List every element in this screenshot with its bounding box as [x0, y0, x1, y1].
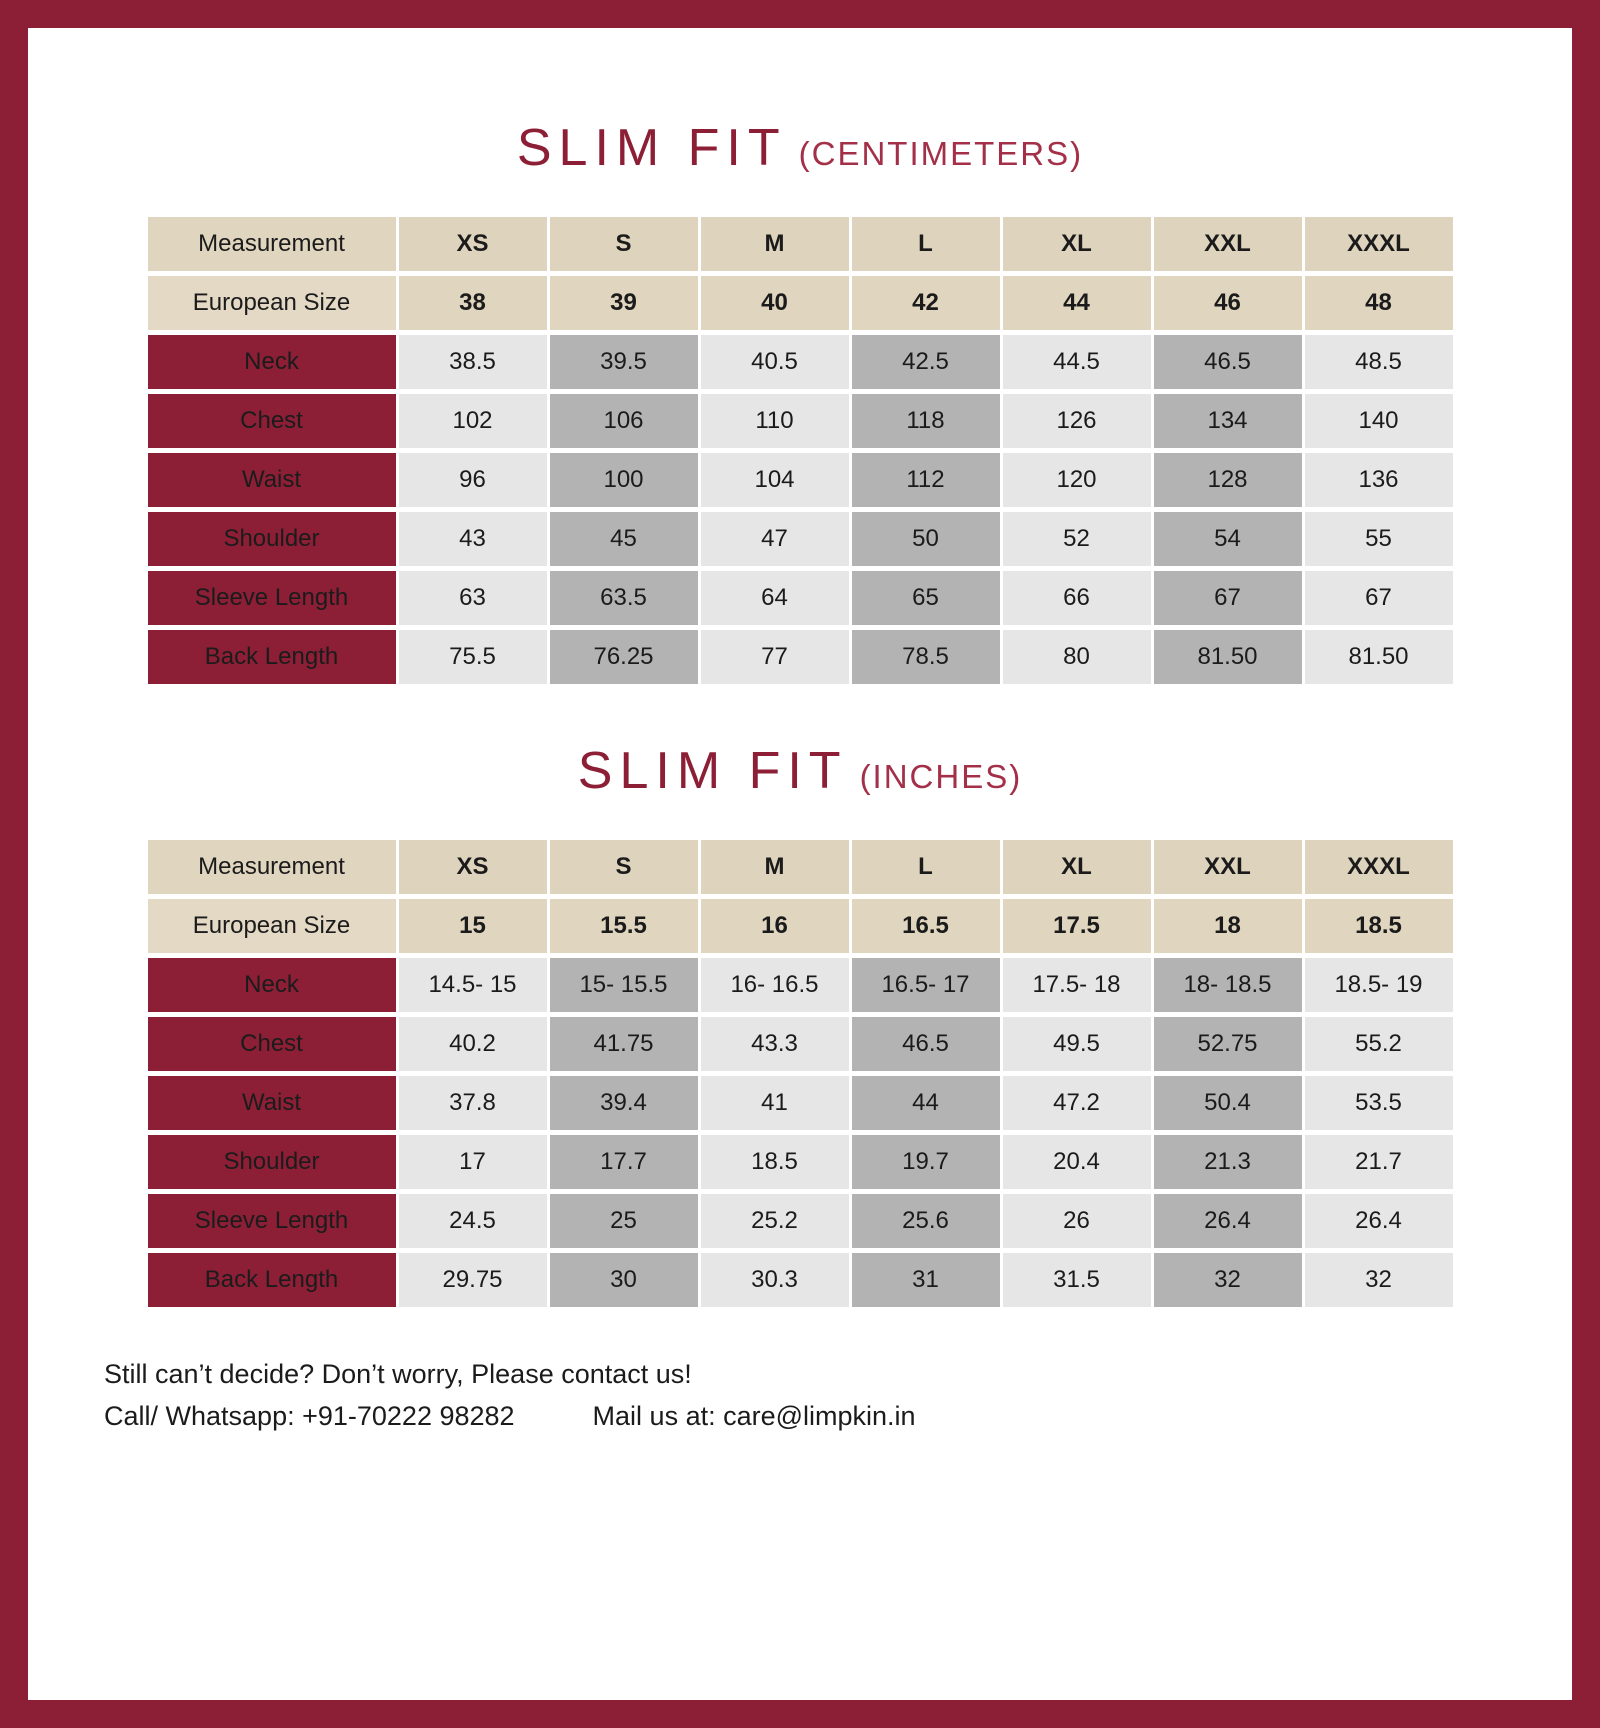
cell-neck-l: 16.5- 17: [852, 958, 1000, 1012]
cell-sleeve-l: 65: [852, 571, 1000, 625]
cell-neck-xxl: 18- 18.5: [1154, 958, 1302, 1012]
cell-back-xxxl: 81.50: [1305, 630, 1453, 684]
cell-sleeve-m: 64: [701, 571, 849, 625]
header-size-xxl: XXL: [1154, 840, 1302, 894]
cm-size-table: [145, 212, 1456, 689]
cell-shoulder-s: 17.7: [550, 1135, 698, 1189]
table-row: [148, 958, 1453, 1012]
cell-sleeve-xxxl: 26.4: [1305, 1194, 1453, 1248]
cell-back-xl: 80: [1003, 630, 1151, 684]
cell-shoulder-xs: 17: [399, 1135, 547, 1189]
cell-waist-xl: 47.2: [1003, 1076, 1151, 1130]
cell-european-xl: 17.5: [1003, 899, 1151, 953]
row-label-waist: Waist: [148, 453, 396, 507]
cell-shoulder-xxxl: 55: [1305, 512, 1453, 566]
cell-sleeve-s: 63.5: [550, 571, 698, 625]
cell-european-xxl: 18: [1154, 899, 1302, 953]
table-row: [148, 630, 1453, 684]
cell-waist-m: 104: [701, 453, 849, 507]
contact-footer: [96, 1354, 1512, 1438]
inches-size-table: [145, 835, 1456, 1312]
cm-title-unit: (CENTIMETERS): [798, 135, 1084, 172]
cell-european-xs: 38: [399, 276, 547, 330]
header-size-m: M: [701, 840, 849, 894]
cell-chest-l: 46.5: [852, 1017, 1000, 1071]
row-label-european-size: European Size: [148, 276, 396, 330]
header-size-xs: XS: [399, 840, 547, 894]
cm-title-text: SLIM FIT: [516, 119, 787, 177]
cm-section-title: [88, 118, 1512, 178]
cell-chest-xs: 102: [399, 394, 547, 448]
cell-back-m: 77: [701, 630, 849, 684]
cell-waist-s: 39.4: [550, 1076, 698, 1130]
cell-back-xl: 31.5: [1003, 1253, 1151, 1307]
footer-email[interactable]: Mail us at: care@limpkin.in: [592, 1400, 916, 1431]
header-size-l: L: [852, 217, 1000, 271]
table-row: [148, 1253, 1453, 1307]
table-row: [148, 276, 1453, 330]
cell-neck-s: 39.5: [550, 335, 698, 389]
cell-european-l: 42: [852, 276, 1000, 330]
cell-european-l: 16.5: [852, 899, 1000, 953]
row-label-back-length: Back Length: [148, 1253, 396, 1307]
inches-section-title: [88, 741, 1512, 801]
cell-shoulder-m: 18.5: [701, 1135, 849, 1189]
header-measurement-label: Measurement: [148, 217, 396, 271]
cell-chest-m: 43.3: [701, 1017, 849, 1071]
cell-neck-xl: 17.5- 18: [1003, 958, 1151, 1012]
footer-help-text: Still can’t decide? Don’t worry, Please contact us!: [104, 1359, 692, 1389]
cell-chest-m: 110: [701, 394, 849, 448]
cell-neck-m: 16- 16.5: [701, 958, 849, 1012]
cell-chest-xxxl: 55.2: [1305, 1017, 1453, 1071]
cell-shoulder-xxxl: 21.7: [1305, 1135, 1453, 1189]
cell-sleeve-xl: 26: [1003, 1194, 1151, 1248]
cell-shoulder-xl: 52: [1003, 512, 1151, 566]
row-label-chest: Chest: [148, 1017, 396, 1071]
cell-waist-xs: 96: [399, 453, 547, 507]
cell-shoulder-s: 45: [550, 512, 698, 566]
table-row: [148, 394, 1453, 448]
cell-chest-xl: 126: [1003, 394, 1151, 448]
cell-back-l: 78.5: [852, 630, 1000, 684]
cell-neck-m: 40.5: [701, 335, 849, 389]
table-row: [148, 1076, 1453, 1130]
cell-chest-xxl: 52.75: [1154, 1017, 1302, 1071]
cell-chest-xl: 49.5: [1003, 1017, 1151, 1071]
cell-european-s: 15.5: [550, 899, 698, 953]
header-size-xl: XL: [1003, 217, 1151, 271]
row-label-shoulder: Shoulder: [148, 512, 396, 566]
cell-shoulder-xl: 20.4: [1003, 1135, 1151, 1189]
cell-chest-xxxl: 140: [1305, 394, 1453, 448]
cell-shoulder-l: 50: [852, 512, 1000, 566]
cell-waist-xxxl: 53.5: [1305, 1076, 1453, 1130]
cell-european-xxl: 46: [1154, 276, 1302, 330]
cell-waist-m: 41: [701, 1076, 849, 1130]
footer-phone[interactable]: Call/ Whatsapp: +91-70222 98282: [104, 1400, 515, 1431]
row-label-neck: Neck: [148, 958, 396, 1012]
cell-shoulder-xxl: 54: [1154, 512, 1302, 566]
cell-shoulder-xs: 43: [399, 512, 547, 566]
cell-sleeve-s: 25: [550, 1194, 698, 1248]
cell-waist-l: 112: [852, 453, 1000, 507]
header-size-xl: XL: [1003, 840, 1151, 894]
cell-waist-xs: 37.8: [399, 1076, 547, 1130]
cell-chest-xxl: 134: [1154, 394, 1302, 448]
cell-sleeve-xxl: 67: [1154, 571, 1302, 625]
cell-european-m: 16: [701, 899, 849, 953]
size-chart-page: [28, 28, 1572, 1700]
cell-neck-s: 15- 15.5: [550, 958, 698, 1012]
row-label-waist: Waist: [148, 1076, 396, 1130]
row-label-chest: Chest: [148, 394, 396, 448]
header-size-s: S: [550, 217, 698, 271]
cell-back-xs: 29.75: [399, 1253, 547, 1307]
table-header-row: [148, 217, 1453, 271]
cell-chest-s: 106: [550, 394, 698, 448]
table-row: [148, 1194, 1453, 1248]
inches-title-unit: (INCHES): [859, 758, 1023, 795]
row-label-sleeve-length: Sleeve Length: [148, 571, 396, 625]
cell-european-xxxl: 18.5: [1305, 899, 1453, 953]
table-row: [148, 512, 1453, 566]
cell-neck-xs: 38.5: [399, 335, 547, 389]
header-size-s: S: [550, 840, 698, 894]
row-label-european-size: European Size: [148, 899, 396, 953]
cell-waist-s: 100: [550, 453, 698, 507]
header-size-xxxl: XXXL: [1305, 840, 1453, 894]
cell-back-xs: 75.5: [399, 630, 547, 684]
cell-sleeve-l: 25.6: [852, 1194, 1000, 1248]
cell-waist-xxl: 128: [1154, 453, 1302, 507]
cell-neck-xxxl: 18.5- 19: [1305, 958, 1453, 1012]
cell-sleeve-xs: 63: [399, 571, 547, 625]
cell-shoulder-l: 19.7: [852, 1135, 1000, 1189]
table-row: [148, 899, 1453, 953]
header-size-xxl: XXL: [1154, 217, 1302, 271]
table-header-row: [148, 840, 1453, 894]
cell-european-xl: 44: [1003, 276, 1151, 330]
cell-back-m: 30.3: [701, 1253, 849, 1307]
cell-shoulder-m: 47: [701, 512, 849, 566]
header-size-xs: XS: [399, 217, 547, 271]
header-size-m: M: [701, 217, 849, 271]
table-row: [148, 571, 1453, 625]
cell-neck-l: 42.5: [852, 335, 1000, 389]
cell-sleeve-xs: 24.5: [399, 1194, 547, 1248]
table-row: [148, 1017, 1453, 1071]
row-label-sleeve-length: Sleeve Length: [148, 1194, 396, 1248]
cell-neck-xxl: 46.5: [1154, 335, 1302, 389]
cell-chest-s: 41.75: [550, 1017, 698, 1071]
cell-back-xxxl: 32: [1305, 1253, 1453, 1307]
cell-european-s: 39: [550, 276, 698, 330]
table-row: [148, 453, 1453, 507]
cell-back-s: 30: [550, 1253, 698, 1307]
cell-sleeve-xxxl: 67: [1305, 571, 1453, 625]
cell-sleeve-m: 25.2: [701, 1194, 849, 1248]
cell-sleeve-xl: 66: [1003, 571, 1151, 625]
cell-back-xxl: 32: [1154, 1253, 1302, 1307]
cell-waist-xl: 120: [1003, 453, 1151, 507]
cell-back-l: 31: [852, 1253, 1000, 1307]
row-label-shoulder: Shoulder: [148, 1135, 396, 1189]
row-label-back-length: Back Length: [148, 630, 396, 684]
cell-neck-xxxl: 48.5: [1305, 335, 1453, 389]
table-row: [148, 1135, 1453, 1189]
cell-chest-xs: 40.2: [399, 1017, 547, 1071]
cell-european-m: 40: [701, 276, 849, 330]
cell-waist-xxxl: 136: [1305, 453, 1453, 507]
cell-waist-xxl: 50.4: [1154, 1076, 1302, 1130]
cell-waist-l: 44: [852, 1076, 1000, 1130]
cell-european-xs: 15: [399, 899, 547, 953]
table-row: [148, 335, 1453, 389]
inches-title-text: SLIM FIT: [577, 742, 848, 800]
cell-neck-xl: 44.5: [1003, 335, 1151, 389]
cell-back-s: 76.25: [550, 630, 698, 684]
header-size-xxxl: XXXL: [1305, 217, 1453, 271]
cell-shoulder-xxl: 21.3: [1154, 1135, 1302, 1189]
cell-back-xxl: 81.50: [1154, 630, 1302, 684]
header-size-l: L: [852, 840, 1000, 894]
cell-neck-xs: 14.5- 15: [399, 958, 547, 1012]
row-label-neck: Neck: [148, 335, 396, 389]
cell-european-xxxl: 48: [1305, 276, 1453, 330]
cell-sleeve-xxl: 26.4: [1154, 1194, 1302, 1248]
header-measurement-label: Measurement: [148, 840, 396, 894]
cell-chest-l: 118: [852, 394, 1000, 448]
